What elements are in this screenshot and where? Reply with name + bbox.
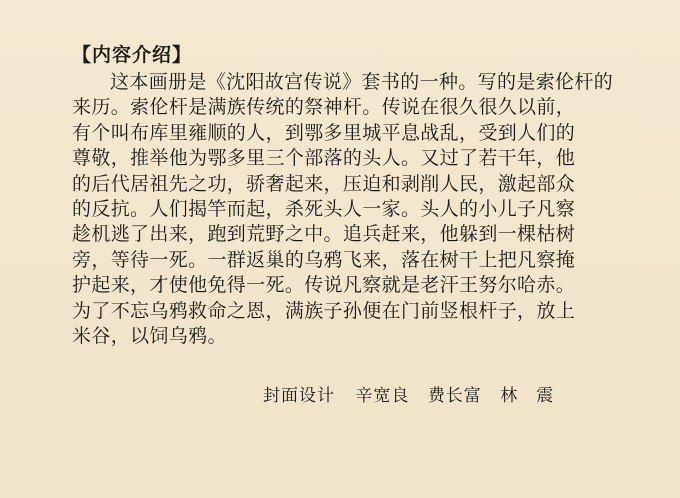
- cover-design-credits: [263, 381, 554, 406]
- designer-name: 辛宽良: [355, 386, 410, 406]
- intro-paragraph: [72, 70, 632, 349]
- designer-name: 费长富: [427, 386, 482, 406]
- paragraph-line: 米谷，以饲乌鸦。: [72, 324, 227, 347]
- paragraph-line: 尊敬，推举他为鄂多里三个部落的头人。又过了若干年，他: [72, 147, 576, 170]
- paragraph-line: 来历。索伦杆是满族传统的祭神杆。传说在很久很久以前，: [72, 96, 576, 119]
- paragraph-line: 的反抗。人们揭竿而起，杀死头人一家。头人的小儿子凡察: [72, 197, 576, 220]
- section-heading: 【内容介绍】: [72, 44, 193, 66]
- credits-label: 封面设计: [263, 386, 335, 406]
- paragraph-line: 有个叫布库里雍顺的人，到鄂多里城平息战乱，受到人们的: [72, 121, 576, 144]
- paragraph-line: 这本画册是《沈阳故宫传说》套书的一种。写的是索伦杆的: [110, 71, 614, 93]
- paragraph-line: 护起来，才使他免得一死。传说凡察就是老汗王努尔哈赤。: [72, 274, 576, 297]
- designer-name: 林 震: [500, 386, 555, 406]
- paragraph-line: 趁机逃了出来，跑到荒野之中。追兵赶来，他躲到一棵枯树: [72, 223, 576, 246]
- paragraph-line: 为了不忘乌鸦救命之恩，满族子孙便在门前竖根杆子，放上: [72, 299, 576, 322]
- paragraph-line: 旁，等待一死。一群返巢的乌鸦飞来，落在树干上把凡察掩: [72, 248, 576, 271]
- paragraph-line: 的后代居祖先之功，骄奢起来，压迫和剥削人民，激起部众: [72, 172, 576, 195]
